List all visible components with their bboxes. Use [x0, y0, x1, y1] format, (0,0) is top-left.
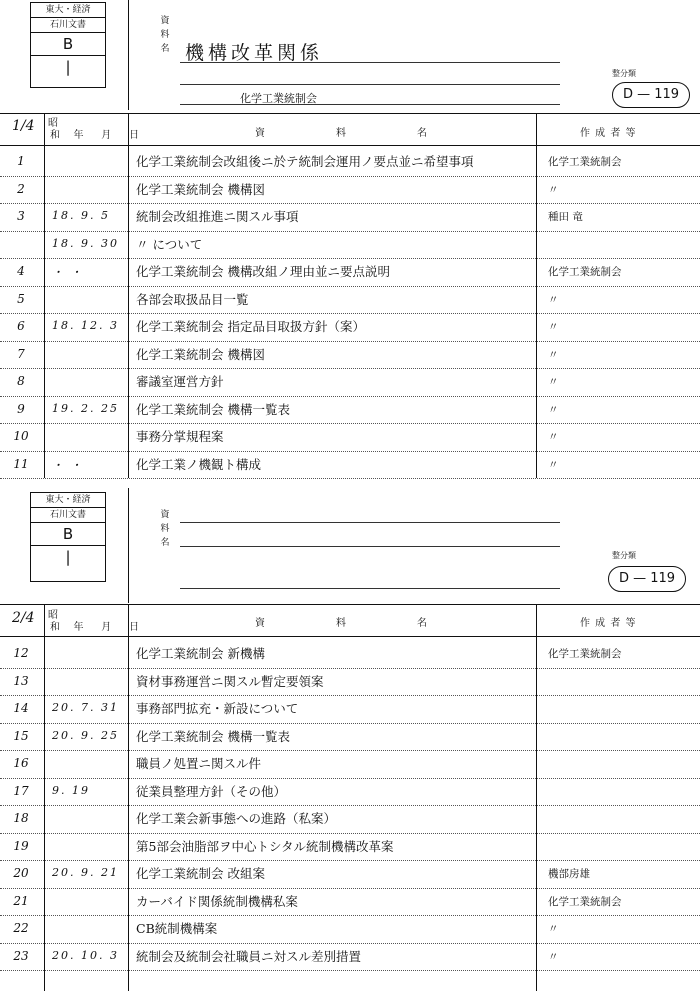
header-author: 作 成 者 等 — [580, 128, 637, 139]
row-rule — [0, 860, 700, 861]
header-era: 昭 — [48, 118, 59, 129]
row-date: 20. 9. 21 — [52, 866, 119, 879]
row-title: 従業員整理方針（その他） — [136, 783, 287, 799]
row-date: 18. 9. 5 — [52, 209, 110, 222]
row-author: 〃 — [548, 923, 559, 935]
row-rule — [0, 750, 700, 751]
row-number: 18 — [13, 811, 29, 825]
row-number: 3 — [17, 209, 25, 223]
row-number: 21 — [13, 893, 29, 908]
row-date: 9. 19 — [52, 783, 90, 797]
row-rule — [0, 203, 700, 204]
row-title: 統制会改組推進ニ関スル事項 — [136, 209, 299, 224]
category-label-2: 整分類 — [612, 551, 636, 560]
header-title: 資 料 名 — [255, 128, 428, 139]
row-author: 化学工業統制会 — [548, 266, 622, 278]
row-number: 16 — [13, 756, 29, 770]
row-date: 20. 9. 25 — [52, 728, 119, 742]
row-number: 12 — [13, 646, 29, 660]
row-number: 23 — [13, 948, 29, 963]
row-rule — [0, 723, 700, 724]
row-title: 化学工業統制会 機構図 — [136, 346, 265, 362]
row-rule — [0, 258, 700, 259]
category-code-1: D — 119 — [612, 82, 690, 108]
row-title: 化学工業統制会 指定品目取扱方針（案） — [136, 319, 365, 334]
row-number: 10 — [13, 429, 29, 443]
row-number: 14 — [13, 701, 29, 715]
row-number: 9 — [17, 401, 25, 416]
row-title: 審議室運営方針 — [136, 374, 224, 389]
row-title: 職員ノ処置ニ関スル件 — [136, 756, 262, 771]
doc-label-1: 資 料 名 — [160, 16, 170, 54]
row-title: 化学工業統制会 機構一覧表 — [136, 728, 290, 744]
row-number: 5 — [17, 291, 25, 306]
row-title: 第5部会油脂部ヲ中心トシタル統制機構改革案 — [136, 838, 394, 854]
row-number: 19 — [13, 838, 29, 853]
row-date: 20. 7. 31 — [52, 701, 119, 714]
stamp-number: | — [65, 58, 71, 76]
header-title-2: 資 料 名 — [255, 618, 428, 629]
stamp-series-2: B — [31, 523, 105, 546]
row-rule — [0, 286, 700, 287]
row-rule — [0, 970, 700, 971]
row-author: 〃 — [548, 376, 559, 388]
row-title: カーバイド関係統制機構私案 — [136, 893, 298, 909]
stamp-collection: 石川文書 — [31, 18, 105, 33]
row-rule — [0, 423, 700, 424]
row-rule — [0, 915, 700, 916]
row-number: 20 — [13, 866, 29, 880]
stamp-collection-2: 石川文書 — [31, 508, 105, 523]
row-author: 〃 — [548, 293, 559, 306]
header-date-2: 和 年 月 日 — [50, 622, 140, 633]
row-title: 資材事務運営ニ関スル暫定要領案 — [136, 673, 324, 689]
row-number: 11 — [13, 456, 29, 471]
row-title: 化学工業統制会 機構図 — [136, 181, 265, 197]
row-title: 化学工業統制会 機構改組ノ理由並ニ要点説明 — [136, 264, 390, 279]
archive-stamp-2 — [30, 492, 106, 582]
row-title: 化学工業統制会改組後ニ於テ統制会運用ノ要点並ニ希望事項 — [136, 154, 474, 169]
row-title: 統制会及統制会社職員ニ対スル差別措置 — [136, 948, 362, 964]
row-date: ・ ・ — [52, 266, 84, 279]
doc-label-2: 資 料 名 — [160, 510, 170, 548]
page1-index: 1/4 — [12, 118, 35, 134]
row-number: 7 — [17, 346, 25, 361]
row-rule — [0, 888, 700, 889]
row-title: 化学工業統制会 改組案 — [136, 866, 265, 881]
page2-index: 2/4 — [12, 610, 35, 626]
row-title: 化学工業会新事態への進路（私案） — [136, 811, 337, 826]
row-date: 19. 2. 25 — [52, 401, 119, 415]
row-author: 化学工業統制会 — [548, 895, 622, 908]
stamp-institution: 東大・経済 — [31, 3, 105, 18]
row-number: 17 — [13, 783, 29, 798]
row-rule — [0, 313, 700, 314]
row-title: 化学工業ノ機観ト構成 — [136, 456, 262, 472]
stamp-institution-2: 東大・経済 — [31, 493, 105, 508]
row-author: 化学工業統制会 — [548, 648, 622, 660]
row-rule — [0, 833, 700, 834]
header-date: 和 年 月 日 — [50, 130, 140, 141]
row-number: 4 — [17, 264, 25, 278]
stamp-series: B — [31, 33, 105, 56]
row-author: 機部房雄 — [548, 868, 590, 880]
row-rule — [0, 478, 700, 479]
row-number: 1 — [17, 154, 25, 168]
row-date: 18. 9. 30 — [52, 236, 119, 250]
row-rule — [0, 668, 700, 669]
row-author: 化学工業統制会 — [548, 156, 622, 168]
row-rule — [0, 943, 700, 944]
header-era-2: 昭 — [48, 610, 59, 621]
row-number: 22 — [13, 921, 29, 935]
row-rule — [0, 451, 700, 452]
row-rule — [0, 341, 700, 342]
row-rule — [0, 396, 700, 397]
org-under-title: 化学工業統制会 — [240, 92, 317, 105]
row-rule — [0, 695, 700, 696]
row-number: 6 — [17, 319, 25, 333]
row-date: ・ ・ — [52, 458, 84, 472]
row-date: 18. 12. 3 — [52, 319, 119, 332]
row-author: 〃 — [548, 950, 559, 963]
row-title: 各部会取扱品目一覧 — [136, 291, 249, 307]
row-title: 化学工業統制会 新機構 — [136, 646, 265, 661]
row-number: 15 — [13, 728, 29, 743]
row-rule — [0, 231, 700, 232]
row-date: 20. 10. 3 — [52, 948, 119, 962]
stamp-number-2: | — [65, 548, 71, 566]
row-author: 〃 — [548, 403, 559, 416]
row-rule — [0, 368, 700, 369]
row-author: 〃 — [548, 321, 559, 333]
row-rule — [0, 778, 700, 779]
row-title: 事務分掌規程案 — [136, 429, 224, 444]
row-author: 種田 竜 — [548, 211, 583, 223]
row-number: 2 — [17, 181, 25, 196]
archive-stamp — [30, 2, 106, 88]
category-code-2: D — 119 — [608, 566, 686, 592]
row-title: 化学工業統制会 機構一覧表 — [136, 401, 290, 417]
row-author: 〃 — [548, 183, 559, 196]
row-number: 13 — [13, 673, 29, 688]
header-author-2: 作 成 者 等 — [580, 618, 637, 629]
row-author: 〃 — [548, 458, 559, 471]
row-rule — [0, 176, 700, 177]
row-rule — [0, 805, 700, 806]
row-author: 〃 — [548, 348, 559, 361]
row-title: CB統制機構案 — [136, 921, 218, 936]
row-author: 〃 — [548, 431, 559, 443]
category-label-1: 整分類 — [612, 69, 636, 78]
row-number: 8 — [17, 374, 25, 388]
row-title: 事務部門拡充・新設について — [136, 701, 299, 716]
row-title: 〃 について — [136, 236, 203, 252]
doc-title: 機構改革関係 — [185, 42, 324, 64]
